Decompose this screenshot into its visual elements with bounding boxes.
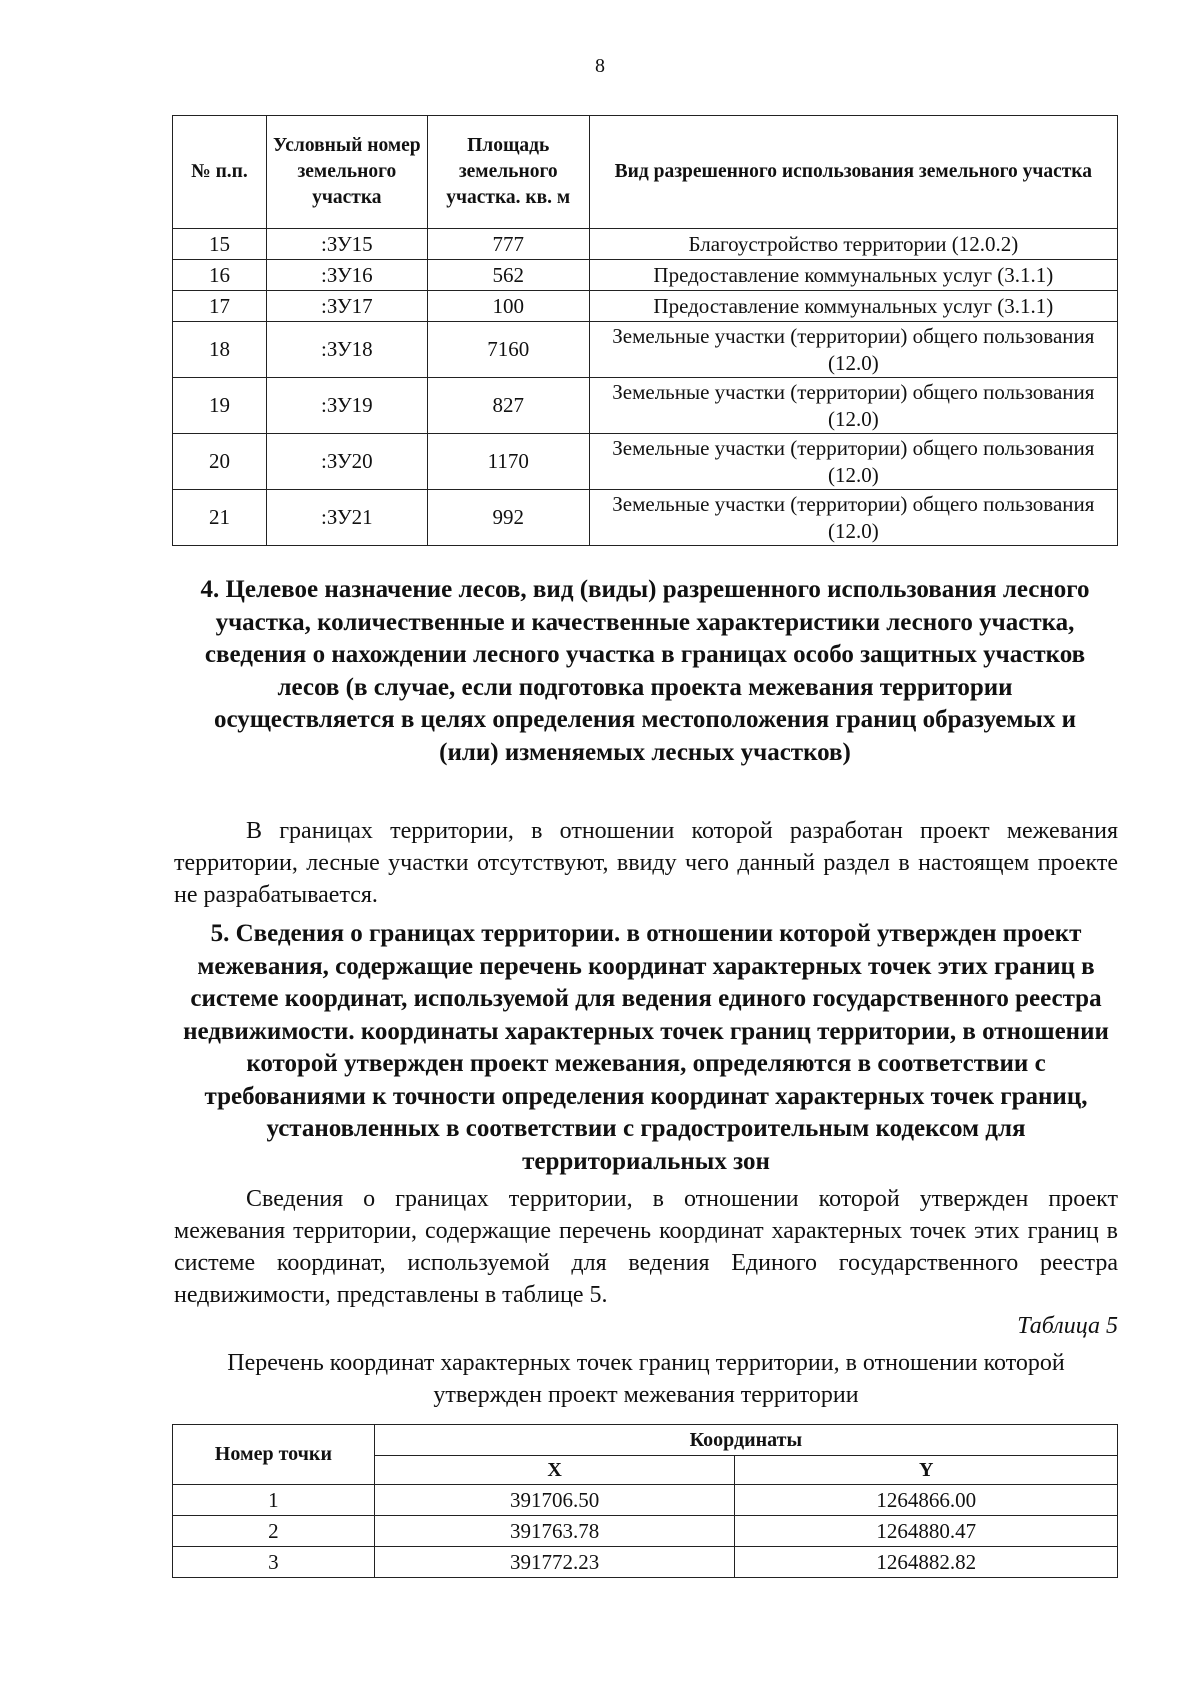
cell-area: 1170 [427, 434, 589, 490]
header-y: Y [735, 1456, 1118, 1485]
cell-area: 562 [427, 260, 589, 291]
table-row [173, 434, 1118, 490]
header-cond-number: Условный номер земельного участка [266, 116, 427, 229]
section-5-paragraph: Сведения о границах территории, в отношении которой утвержден проект межевания территории, содержащие перечень координат характерных точек этих границ в системе координат, используемой для ведения Единого государственного реестра недвижимости, представлены в таблице 5. [174, 1186, 1118, 1308]
cell-y: 1264866.00 [735, 1485, 1118, 1516]
cell-code: :ЗУ21 [266, 490, 427, 546]
section-4-paragraph: В границах территории, в отношении которой разработан проект межевания территории, лесные участки отсутствуют, ввиду чего данный раздел в настоящем проекте не разрабатывается. [174, 818, 1118, 908]
cell-use: Благоустройство территории (12.0.2) [589, 229, 1117, 260]
cell-use: Земельные участки (территории) общего пользования (12.0) [589, 322, 1117, 378]
table-row [173, 260, 1118, 291]
cell-point: 3 [173, 1547, 375, 1578]
cell-area: 100 [427, 291, 589, 322]
table-row [173, 1547, 1118, 1578]
header-use-type: Вид разрешенного использования земельного участка [589, 116, 1117, 229]
cell-num: 18 [173, 322, 267, 378]
cell-code: :ЗУ18 [266, 322, 427, 378]
cell-code: :ЗУ17 [266, 291, 427, 322]
table-row [173, 1485, 1118, 1516]
cell-area: 7160 [427, 322, 589, 378]
cell-x: 391706.50 [374, 1485, 735, 1516]
page-number: 8 [595, 55, 605, 77]
header-point: Номер точки [173, 1425, 375, 1485]
cell-use: Предоставление коммунальных услуг (3.1.1) [589, 260, 1117, 291]
cell-x: 391763.78 [374, 1516, 735, 1547]
cell-num: 16 [173, 260, 267, 291]
land-plots-table [172, 115, 1118, 546]
cell-num: 20 [173, 434, 267, 490]
section-5-heading: 5. Сведения о границах территории. в отношении которой утвержден проект межевания, содержащие перечень координат характерных точек этих границ в системе координат, используемой для ведения единого государственного реестра недвижимости. координаты характерных точек границ территории, в отношении которой утвержден проект межевания, определяются в соответствии с требованиями к точности определения координат характерных точек границ, установленных в соответствии с градостроительным кодексом для территориальных зон [183, 920, 1109, 1175]
cell-y: 1264882.82 [735, 1547, 1118, 1578]
cell-area: 992 [427, 490, 589, 546]
cell-x: 391772.23 [374, 1547, 735, 1578]
cell-use: Земельные участки (территории) общего пользования (12.0) [589, 490, 1117, 546]
cell-use: Земельные участки (территории) общего пользования (12.0) [589, 434, 1117, 490]
header-num: № п.п. [173, 116, 267, 229]
cell-code: :ЗУ20 [266, 434, 427, 490]
cell-area: 777 [427, 229, 589, 260]
section-4-heading: 4. Целевое назначение лесов, вид (виды) разрешенного использования лесного участка, количественные и качественные характеристики лесного участка, сведения о нахождении лесного участка в границах особо защитных участков лесов (в случае, если подготовка проекта межевания территории осуществляется в целях определения местоположения границ образуемых и (или) изменяемых лесных участков) [200, 576, 1090, 766]
table-row [173, 490, 1118, 546]
cell-code: :ЗУ19 [266, 378, 427, 434]
cell-num: 21 [173, 490, 267, 546]
cell-point: 2 [173, 1516, 375, 1547]
cell-code: :ЗУ15 [266, 229, 427, 260]
table-header-row [173, 1425, 1118, 1456]
cell-use: Предоставление коммунальных услуг (3.1.1) [589, 291, 1117, 322]
table-row [173, 1516, 1118, 1547]
table-header-row [173, 116, 1118, 229]
cell-point: 1 [173, 1485, 375, 1516]
table-5-label: Таблица 5 [1017, 1313, 1118, 1339]
cell-y: 1264880.47 [735, 1516, 1118, 1547]
table-row [173, 229, 1118, 260]
table-row [173, 378, 1118, 434]
cell-code: :ЗУ16 [266, 260, 427, 291]
cell-num: 19 [173, 378, 267, 434]
header-x: X [374, 1456, 735, 1485]
coordinates-table [172, 1424, 1118, 1578]
table-5-caption: Перечень координат характерных точек границ территории, в отношении которой утвержден проект межевания территории [227, 1350, 1065, 1408]
header-coords: Координаты [374, 1425, 1117, 1456]
header-area: Площадь земельного участка. кв. м [427, 116, 589, 229]
cell-area: 827 [427, 378, 589, 434]
cell-num: 17 [173, 291, 267, 322]
table-row [173, 322, 1118, 378]
cell-num: 15 [173, 229, 267, 260]
cell-use: Земельные участки (территории) общего пользования (12.0) [589, 378, 1117, 434]
table-row [173, 291, 1118, 322]
